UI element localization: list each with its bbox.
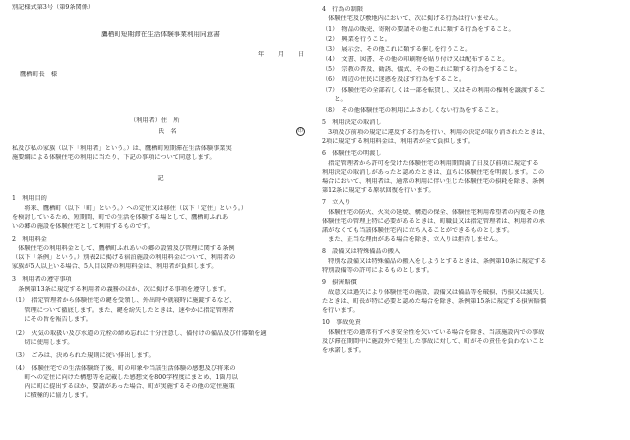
right-text-line: 6 体験住宅の明渡し bbox=[322, 150, 382, 157]
right-text-line: （7） 体験住宅の全部若しくは一部を転貸し、又はその利用の権利を譲渡するこ bbox=[322, 87, 546, 94]
left-text-line: 1 利用目的 bbox=[12, 195, 47, 202]
right-text-line: 利用決定の取消しがあったと認めたときは、直ちに体験住宅を明渡します。この bbox=[322, 169, 545, 176]
right-text-line: 5 利用決定の取消し bbox=[322, 119, 382, 126]
right-text-line: （6） 周辺の住民に迷惑を及ぼす行為をすること。 bbox=[322, 76, 466, 83]
right-text-line: 8 設備又は特殊備品の搬入 bbox=[322, 248, 401, 255]
left-text-line: を検討しているため、短期間、町での生活を体験する場として、鷹栖町ふれあ bbox=[12, 214, 229, 221]
left-text-line: 将来、鷹栖町（以下「町」という。）への定住又は移住（以下「定住」という。） bbox=[12, 205, 248, 212]
right-text-line: 諾がなくても当該体験住宅内に立ち入ることができるものとします。 bbox=[322, 227, 514, 234]
left-text-line: にその旨を報告します。 bbox=[12, 316, 92, 323]
right-text-line: 場合において、利用者は、通常の利用に伴い生じた体験住宅の損耗を除き、条例 bbox=[322, 178, 545, 185]
applicant-name-label: 氏 名 bbox=[158, 128, 177, 135]
right-text-line: 指定管理者から許可を受けた体験住宅の利用期間満了日及び前項に規定する bbox=[322, 160, 539, 167]
right-text-line: 4 行為の制限 bbox=[322, 6, 364, 13]
right-text-line: を承諾します。 bbox=[322, 347, 365, 354]
right-text-line: （4） 文書、図書、その他の印刷物を貼り付け又は配布すること。 bbox=[322, 56, 509, 63]
right-text-line: 体験住宅及び敷地内において、次に掲げる行為は行いません。 bbox=[322, 15, 502, 22]
left-text-line: 内に町に提出するほか、要請があった場合、町が実施するその他の定住施策 bbox=[12, 383, 235, 390]
right-text-line: を行います。 bbox=[322, 307, 359, 314]
right-text-line: 9 損害賠償 bbox=[322, 279, 357, 286]
right-text-line: 10 事故免責 bbox=[322, 319, 361, 326]
document-title: 鷹栖町短期滞在生活体験事業利用同意書 bbox=[101, 31, 220, 38]
right-text-line: と。 bbox=[322, 96, 347, 103]
right-text-line: 及び滞在期間中に施設外で発生した事故に対して、町がその責任を負わないこと bbox=[322, 338, 545, 345]
right-text-line: （3） 展示会、その他これに類する催しを行うこと。 bbox=[322, 46, 472, 53]
date-day: 日 bbox=[298, 51, 305, 58]
right-text-line: 3項及び前項の規定に違反する行為を行い、利用の決定が取り消されたときは、 bbox=[322, 129, 549, 136]
right-text-line: 体験住宅の管理上特に必要があるときは、町職員又は指定管理者は、利用者の承 bbox=[322, 218, 545, 225]
date-year: 年 bbox=[258, 51, 265, 58]
left-text-line: いの郷の施設を体験住宅として利用するものです。 bbox=[12, 223, 154, 230]
ki-heading: 記 bbox=[157, 175, 164, 182]
right-text-line: 第12条に規定する原状回復を行います。 bbox=[322, 187, 435, 194]
left-text-line: （1） 指定管理者から体験住宅の鍵を受領し、外出時や就寝時に施錠するなど、 bbox=[12, 297, 236, 304]
left-text-line: に積極的に協力します。 bbox=[12, 392, 92, 399]
left-text-line: 家族が5人以上いる場合、5人目以降の利用料金は、利用者が負担します。 bbox=[12, 263, 218, 270]
left-text-line: 町への定住に向けた構想等を記載した感想文を800字程度にまとめ、1箇月以 bbox=[12, 374, 238, 381]
intro-line: 施要綱による体験住宅の利用に当たり、下記の事項について同意します。 bbox=[12, 154, 216, 161]
right-text-line: 7 立入り bbox=[322, 199, 351, 206]
left-text-line: 切に使用します。 bbox=[12, 339, 74, 346]
left-text-line: 体験住宅の利用料金として、鷹栖町ふれあいの郷の設置及び管理に関する条例 bbox=[12, 245, 235, 252]
left-text-line: 条例第13条に規定する利用者の義務のほか、次に掲げる事項を遵守します。 bbox=[12, 286, 230, 293]
right-text-line: 体験住宅の防火、火災の延焼、構造の保全、体験住宅利用希望者の内覧その他 bbox=[322, 209, 545, 216]
intro-line: 私及び私の家族（以下「利用者」という。）は、鷹栖町短期滞在生活体験事業実 bbox=[12, 145, 232, 152]
right-text-line: また、正当な理由がある場合を除き、立入りは拒否しません。 bbox=[322, 236, 502, 243]
left-text-line: 2 利用料金 bbox=[12, 236, 47, 243]
left-text-line: （3） ごみは、決められた規則に従い排出します。 bbox=[12, 352, 155, 359]
applicant-address-label: （利用者）住 所 bbox=[130, 117, 180, 124]
right-text-line: 特別な設備又は特殊備品の搬入をしようとするときは、条例第10条に規定する bbox=[322, 258, 547, 265]
right-text-line: （2） 興業を行うこと。 bbox=[322, 36, 391, 43]
right-text-line: 体験住宅の過常有すべき安全性を欠いている場合を除き、当該施設内での事故 bbox=[322, 329, 545, 336]
form-label: 別記様式第3号（第9条関係） bbox=[12, 4, 95, 11]
left-text-line: （以下「条例」という。）別表2に掲げる宿泊施設の利用料金について、利用者の bbox=[12, 254, 236, 261]
right-text-line: （1） 物品の販売、寄附の要請その他これに類する行為をすること。 bbox=[322, 26, 515, 33]
left-text-line: 3 利用者の遵守事項 bbox=[12, 276, 72, 283]
date-month: 月 bbox=[278, 51, 285, 58]
right-text-line: 特別設備等の許可によるものとします。 bbox=[322, 267, 433, 274]
right-text-line: 2項に規定する利用料金は、利用者が全て負担します。 bbox=[322, 138, 474, 145]
left-text-line: （2） 火気の取扱い及び水道の元栓の締め忘れに十分注意し、備付けの備品及び什器類を適 bbox=[12, 330, 267, 337]
right-text-line: 故意又は過失により体験住宅の施設、設備又は備品等を破損、汚損又は滅失し bbox=[322, 289, 545, 296]
right-text-line: たときは、町長が特に必要と認めた場合を除き、条例第15条に規定する損害賠償 bbox=[322, 298, 547, 305]
left-text-line: （4） 体験住宅での生活体験終了後、町の印象や当該生活体験の感想及び将来の bbox=[12, 365, 236, 372]
right-text-line: （8） その他体験住宅の利用にふさわしくない行為をすること。 bbox=[322, 107, 503, 114]
seal-mark: 印 bbox=[297, 128, 303, 134]
addressee: 鷹栖町長 様 bbox=[20, 71, 58, 78]
left-text-line: 管理について徹底します。また、鍵を紛失したときは、速やかに指定管理者 bbox=[12, 307, 235, 314]
right-text-line: （5） 宗教の普及、勧誘、儀式、その他これに類する行為をすること。 bbox=[322, 66, 521, 73]
